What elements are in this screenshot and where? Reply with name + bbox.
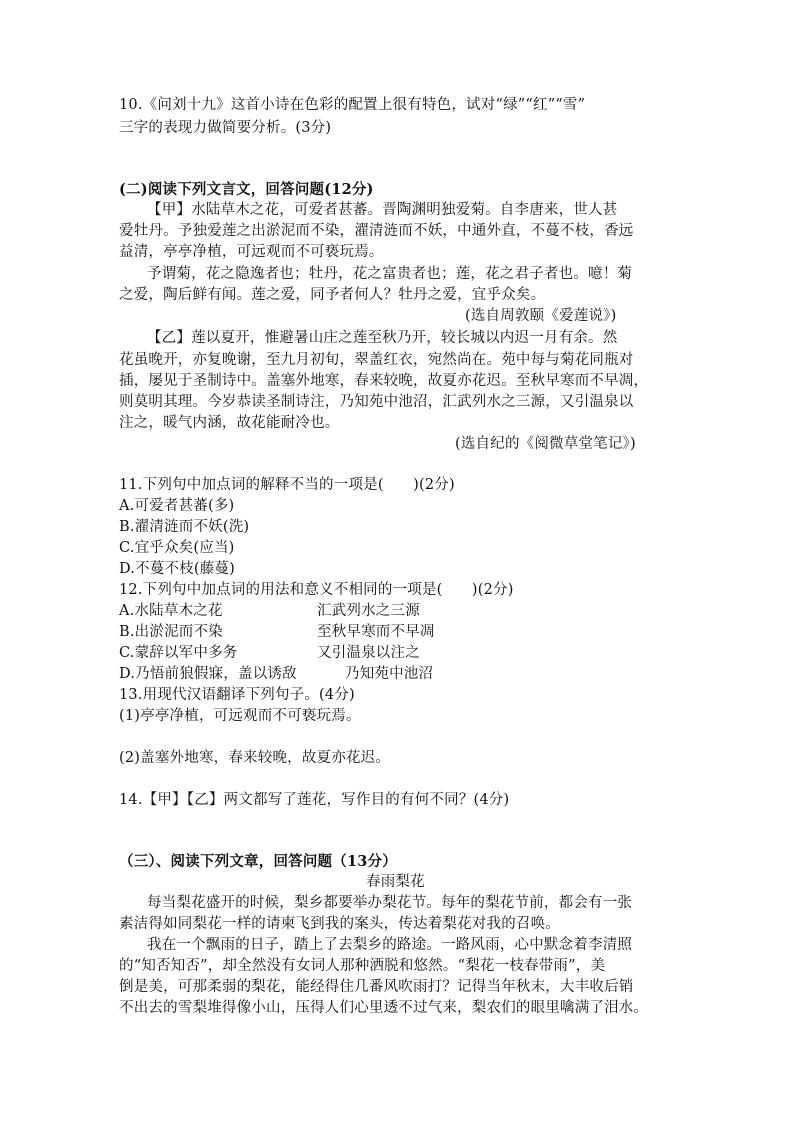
q11-option-b: B.濯清涟而不妖(洗) [119, 519, 250, 535]
q12-option-b-right: 至秋早寒而不早凋 [317, 624, 435, 640]
q13-stem: 13.用现代汉语翻译下列句子。(4分) [119, 687, 355, 703]
q11-stem: 11.下列句中加点词的解释不当的一项是( )(2分) [119, 477, 455, 493]
q12-option-b-left: B.出淤泥而不染 [119, 624, 223, 640]
article-line-3: 我在一个飘雨的日子，踏上了去梨乡的路途。一路风雨，心中默念着李清照 [147, 937, 633, 953]
yi-line-2: 花虽晚开，亦复晚谢，至九月初旬，翠盖红衣，宛然尚在。苑中每与菊花同瓶对 [119, 352, 634, 368]
q12-option-c-right: 又引温泉以注之 [317, 645, 420, 661]
article-title: 春雨梨花 [366, 874, 425, 890]
yi-line-1: 【乙】莲以夏开，惟避暑山庄之莲至秋乃开，较长城以内迟一月有余。然 [147, 330, 618, 346]
article-line-5: 倒是美，可那柔弱的梨花，能经得住几番风吹雨打？记得当年秋末，大丰收后销 [119, 979, 634, 995]
jia-line-4: 予谓菊，花之隐逸者也；牡丹，花之富贵者也；莲，花之君子者也。噫！菊 [147, 266, 633, 282]
article-line-1: 每当梨花盛开的时候，梨乡都要举办梨花节。每年的梨花节前，都会有一张 [147, 895, 633, 911]
article-line-6: 不出去的雪梨堆得像小山，压得人们心里透不过气来，梨农们的眼里噙满了泪水。 [119, 1000, 649, 1016]
q11-option-c: C.宜乎众矣(应当) [119, 540, 235, 556]
q12-option-a-right: 汇武列水之三源 [317, 603, 420, 619]
q12-option-d-left: D.乃悟前狼假寐，盖以诱敌 [119, 666, 297, 682]
yi-source: (选自纪的《阅微草堂笔记》) [455, 436, 636, 452]
q13-item-2: (2)盖塞外地寒，春来较晚，故夏亦花迟。 [119, 750, 391, 766]
jia-line-3: 益清，亭亭净植，可远观而不可亵玩焉。 [119, 244, 384, 260]
q10-line-1: 10.《问刘十九》这首小诗在色彩的配置上很有特色，试对“绿”“红”“雪” [119, 97, 586, 113]
q14-stem: 14.【甲】【乙】两文都写了莲花，写作目的有何不同？(4分) [119, 792, 510, 808]
q10-line-2: 三字的表现力做简要分析。(3分) [119, 120, 332, 136]
q11-option-d: D.不蔓不枝(藤蔓) [119, 561, 236, 577]
q12-stem: 12.下列句中加点词的用法和意义不相同的一项是( )(2分) [119, 582, 514, 598]
jia-line-5: 之爱，陶后鲜有闻。莲之爱，同予者何人？牡丹之爱，宜乎众矣。 [119, 287, 546, 303]
article-line-4: 的“知否知否”，却全然没有女词人那种洒脱和悠然。“梨花一枝春带雨”，美 [119, 958, 606, 974]
q12-option-a-left: A.水陆草木之花 [119, 603, 223, 619]
yi-line-4: 则莫明其理。今岁恭读圣制诗注，乃知苑中池沼，汇武列水之三源，又引温泉以 [119, 394, 634, 410]
q11-option-a: A.可爱者甚蕃(多) [119, 498, 235, 514]
yi-line-5: 注之，暖气内涵，故花能耐冷也。 [119, 415, 340, 431]
jia-source: (选自周敦颐《爱莲说》) [465, 308, 617, 324]
section2-heading: (二)阅读下列文言文，回答问题(12分) [119, 181, 374, 198]
q12-option-c-left: C.蒙辞以军中多务 [119, 645, 238, 661]
jia-line-1: 【甲】水陆草木之花，可爱者甚蕃。晋陶渊明独爱菊。自李唐来，世人甚 [147, 202, 618, 218]
jia-line-2: 爱牡丹。予独爱莲之出淤泥而不染，濯清涟而不妖，中通外直，不蔓不枝，香远 [119, 223, 634, 239]
yi-line-3: 插，屡见于圣制诗中。盖塞外地寒，春来较晚，故夏亦花迟。至秋早寒而不早凋， [119, 373, 649, 389]
section3-heading: （三）、阅读下列文章，回答问题（13分） [119, 853, 397, 870]
q13-item-1: (1)亭亭净植，可远观而不可亵玩焉。 [119, 708, 361, 724]
q12-option-d-right: 乃知苑中池沼 [345, 666, 434, 682]
article-line-2: 素洁得如同梨花一样的请柬飞到我的案头，传达着梨花对我的召唤。 [119, 916, 560, 932]
